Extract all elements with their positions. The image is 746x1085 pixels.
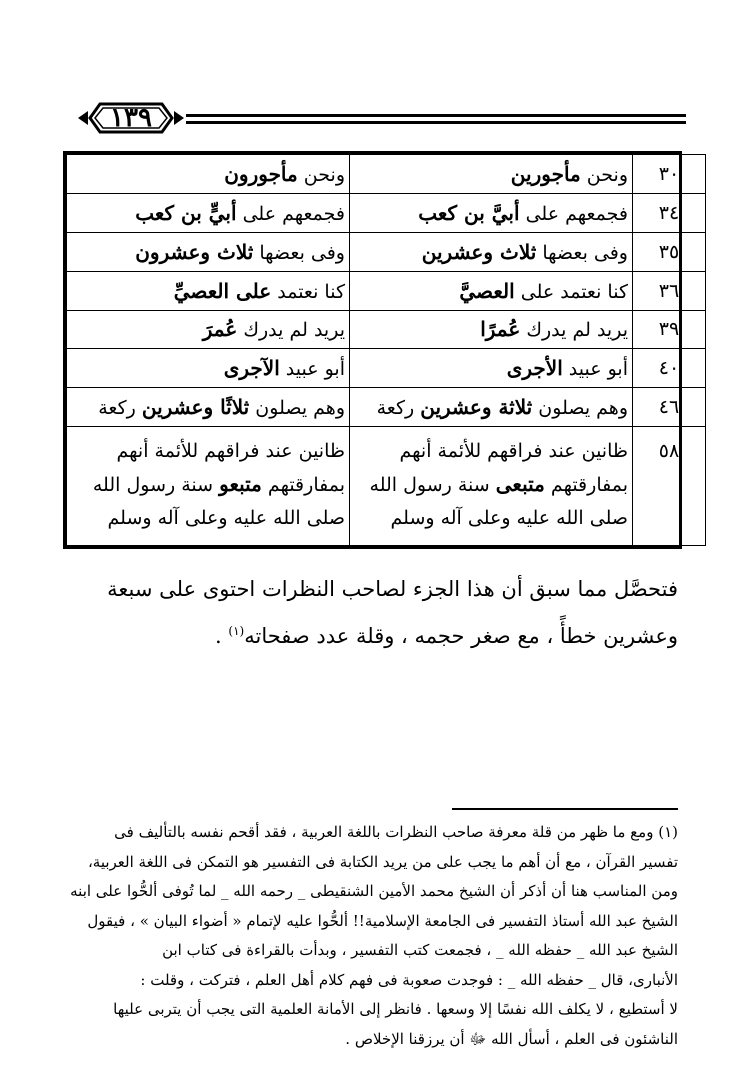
row-number: ٣٩ xyxy=(633,310,706,349)
table-row xyxy=(67,232,706,271)
body-line: وعشرين خطأً ، مع صغر حجمه ، وقلة عدد صفحاته$^{(١)}$ . xyxy=(215,624,678,648)
page-header xyxy=(76,92,686,152)
footnote-line: الشيخ عبد الله أستاذ التفسير فى الجامعة الإسلامية!! ألحُّوا عليه لإتمام « أضواء البيان » ، فيقول xyxy=(87,911,678,930)
footnote-line: الشيخ عبد الله _ حفظه الله _ ، فجمعت كتب التفسير ، وبدأت بالقراءة فى كتاب ابن xyxy=(162,941,678,959)
footnote xyxy=(64,818,678,1054)
footnote-ref: (١) xyxy=(228,624,245,638)
corrected-text: كنا نعتمد على العصيِّ xyxy=(67,271,350,310)
original-text: كنا نعتمد على العصيَّ xyxy=(350,271,633,310)
corrected-text: أبو عبيد الآجرى xyxy=(67,349,350,388)
footnote-line: الأنبارى، قال _ حفظه الله _ : فوجدت صعوبة فى فهم كلام أهل العلم ، فتركت ، وقلت : xyxy=(140,970,678,989)
footnote-line: ومن المناسب هنا أن أذكر أن الشيخ محمد الأمين الشنقيطى _ رحمه الله _ لما تُوفى ألحُّوا على ابنه xyxy=(70,882,678,900)
original-text: أبو عبيد الأجرى xyxy=(350,349,633,388)
original-text: يريد لم يدرك عُمرًا xyxy=(350,310,633,349)
original-text: فجمعهم على أبيَّ بن كعب xyxy=(350,193,633,232)
table-row xyxy=(67,349,706,388)
row-number: ٣٠ xyxy=(633,155,706,194)
footnote-line: لا أستطيع ، لا يكلف الله نفسًا إلا وسعها . فانظر إلى الأمانة العلمية التى يجب أن يتربى عليها xyxy=(113,1000,678,1018)
corrected-text: ونحن مأجورون xyxy=(67,155,350,194)
original-text: ظانين عند فراقهم للأئمة أنهم بمفارقتهم متبعى سنة رسول الله صلى الله عليه وعلى آله وسلم xyxy=(350,427,633,546)
row-number: ٣٤ xyxy=(633,193,706,232)
row-number: ٣٦ xyxy=(633,271,706,310)
original-text: وهم يصلون ثلاثة وعشرين ركعة xyxy=(350,388,633,427)
corrected-text: فجمعهم على أبيٍّ بن كعب xyxy=(67,193,350,232)
table-row xyxy=(67,310,706,349)
header-rules xyxy=(186,114,686,128)
row-number: ٣٥ xyxy=(633,232,706,271)
body-line: فتحصَّل مما سبق أن هذا الجزء لصاحب النظرات احتوى على سبعة xyxy=(107,577,678,601)
footnote-line: تفسير القرآن ، مع أن أهم ما يجب على من يريد الكتابة فى التفسير هو التمكن فى اللغة العربية، xyxy=(87,852,678,871)
original-text: ونحن مأجورين xyxy=(350,155,633,194)
original-text: وفى بعضها ثلاث وعشرين xyxy=(350,232,633,271)
corrections-table xyxy=(63,151,682,549)
footnote-line: الناشئون فى العلم ، أسأل الله ﷻ أن يرزقنا الإخلاص . xyxy=(345,1029,678,1048)
page-number: ١٣٩ xyxy=(110,103,152,133)
table-row xyxy=(67,271,706,310)
table-row xyxy=(67,155,706,194)
row-number: ٤٠ xyxy=(633,349,706,388)
row-number: ٥٨ xyxy=(633,427,706,546)
corrected-text: وفى بعضها ثلاث وعشرون xyxy=(67,232,350,271)
corrected-text: ظانين عند فراقهم للأئمة أنهم بمفارقتهم متبعو سنة رسول الله صلى الله عليه وعلى آله وسلم xyxy=(67,427,350,546)
page-number-frame xyxy=(76,98,186,138)
table-row xyxy=(67,427,706,546)
footnote-line: (١) ومع ما ظهر من قلة معرفة صاحب النظرات باللغة العربية ، فقد أقحم نفسه بالتأليف فى xyxy=(114,823,678,841)
corrected-text: يريد لم يدرك عُمرَ xyxy=(67,310,350,349)
corrected-text: وهم يصلون ثلاثًا وعشرين ركعة xyxy=(67,388,350,427)
footnote-divider xyxy=(452,808,678,810)
body-paragraph xyxy=(66,568,678,657)
table-row xyxy=(67,193,706,232)
row-number: ٤٦ xyxy=(633,388,706,427)
table-row xyxy=(67,388,706,427)
